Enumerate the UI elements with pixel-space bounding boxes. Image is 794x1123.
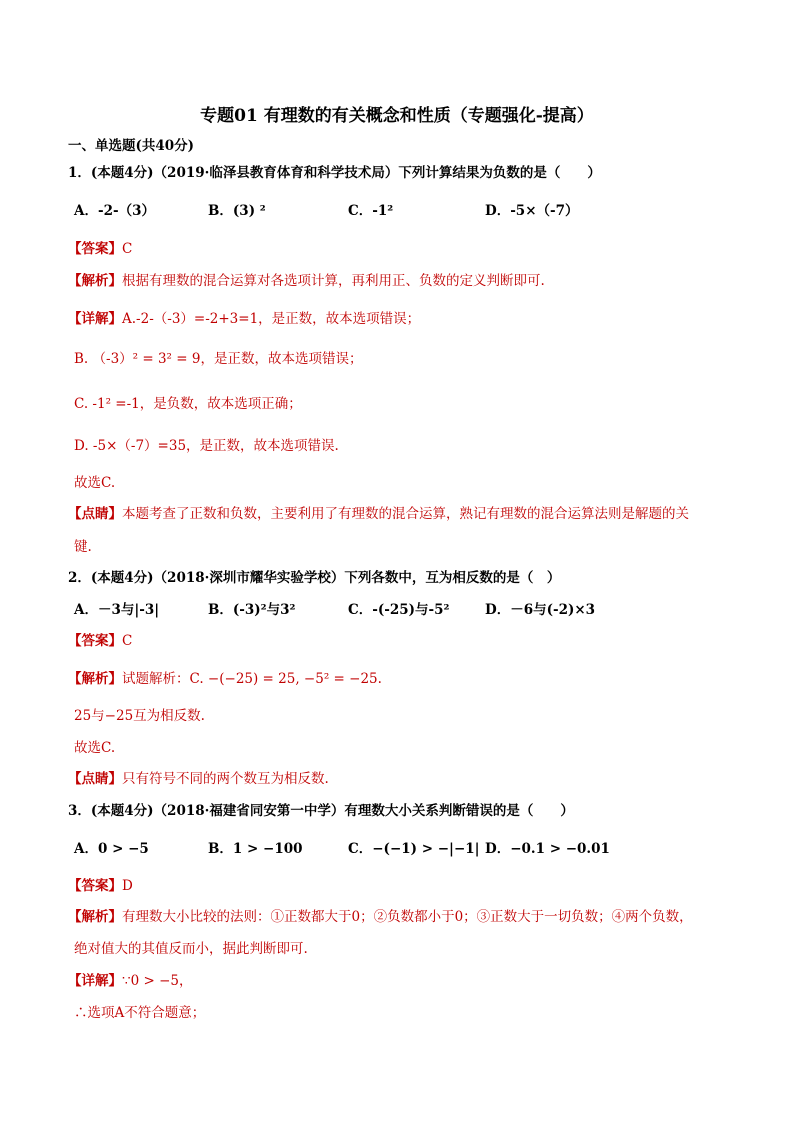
q2-comment-text: 只有符号不同的两个数互为相反数.	[122, 771, 329, 787]
q3-analysis-continued: 绝对值大的其值反而小，据此判断即可.	[74, 941, 308, 957]
q1-detail-row	[68, 310, 420, 328]
q3-option-a: A．0 > −5	[74, 841, 149, 857]
q2-analysis-line2: 25与−25互为相反数.	[74, 708, 205, 724]
detail-label: 【详解】	[68, 973, 122, 989]
q3-analysis-text: 有理数大小比较的法则：①正数都大于0；②负数都小于0；③正数大于一切负数；④两个负数，	[122, 909, 693, 925]
q1-detail-c: C. -1² =-1，是负数，故本选项正确；	[74, 396, 302, 412]
answer-label: 【答案】	[68, 878, 122, 894]
detail-label: 【详解】	[68, 311, 122, 327]
q1-comment-continued: 键.	[74, 539, 92, 555]
q3-answer-row	[68, 877, 133, 895]
answer-label: 【答案】	[68, 241, 122, 257]
q3-detail-1: ∵0 > −5，	[122, 973, 193, 989]
q2-comment-row	[68, 770, 329, 788]
answer-label: 【答案】	[68, 633, 122, 649]
analysis-label: 【解析】	[68, 909, 122, 925]
q2-option-a: A．－3与|-3|	[74, 602, 160, 618]
comment-label: 【点睛】	[68, 771, 122, 787]
analysis-label: 【解析】	[68, 671, 122, 687]
q1-option-a: A．-2-（3）	[74, 203, 155, 219]
q2-analysis-row	[68, 670, 382, 688]
q1-comment-row	[68, 505, 689, 523]
q3-answer-value: D	[122, 878, 133, 894]
q2-choose: 故选C.	[74, 740, 116, 756]
q3-detail-row	[68, 972, 192, 990]
section-heading: 一、单选题(共40分)	[68, 138, 195, 154]
q2-option-c: C．-(-25)与-5²	[348, 602, 450, 618]
q1-option-d: D．-5×（-7）	[485, 203, 579, 219]
q1-option-b: B．(3) ²	[208, 203, 266, 219]
q3-option-d: D．−0.1 > −0.01	[485, 841, 610, 857]
q1-detail-d: D. -5×（-7）=35，是正数，故本选项错误.	[74, 438, 339, 454]
q3-option-b: B．1 > −100	[208, 841, 303, 857]
q2-stem: 2．(本题4分)（2018·深圳市耀华实验学校）下列各数中，互为相反数的是（ ）	[68, 570, 561, 586]
q2-answer-row	[68, 632, 132, 650]
q3-detail-2: ∴选项A不符合题意；	[74, 1005, 206, 1021]
analysis-label: 【解析】	[68, 273, 122, 289]
q1-detail-b: B. （-3）² = 3² = 9，是正数，故本选项错误；	[74, 351, 363, 367]
q1-comment-text: 本题考查了正数和负数，主要利用了有理数的混合运算，熟记有理数的混合运算法则是解题的关	[122, 506, 689, 522]
q2-option-d: D．－6与(-2)×3	[485, 602, 596, 618]
q2-answer-value: C	[122, 633, 133, 649]
q1-answer-row	[68, 240, 132, 258]
q1-option-c: C．-1²	[348, 203, 394, 219]
q2-option-b: B．(-3)²与3²	[208, 602, 296, 618]
q1-analysis-text: 根据有理数的混合运算对各选项计算，再利用正、负数的定义判断即可.	[122, 273, 545, 289]
q3-stem: 3．(本题4分)（2018·福建省同安第一中学）有理数大小关系判断错误的是（ ）	[68, 803, 574, 819]
q1-answer-value: C	[122, 241, 133, 257]
q1-analysis-row	[68, 272, 545, 290]
q1-detail-a: A.-2-（-3）=-2+3=1，是正数，故本选项错误；	[122, 311, 421, 327]
page-title: 专题01 有理数的有关概念和性质（专题强化-提高）	[200, 106, 594, 126]
q2-analysis-text: 试题解析：C. −(−25) = 25, −5² = −25.	[122, 671, 382, 687]
q3-analysis-row	[68, 908, 693, 926]
q1-choose: 故选C.	[74, 475, 116, 491]
comment-label: 【点睛】	[68, 506, 122, 522]
q1-stem: 1．(本题4分)（2019·临泽县教育体育和科学技术局）下列计算结果为负数的是（ ）	[68, 165, 601, 181]
q3-option-c: C．−(−1) > −|−1|	[348, 841, 480, 857]
